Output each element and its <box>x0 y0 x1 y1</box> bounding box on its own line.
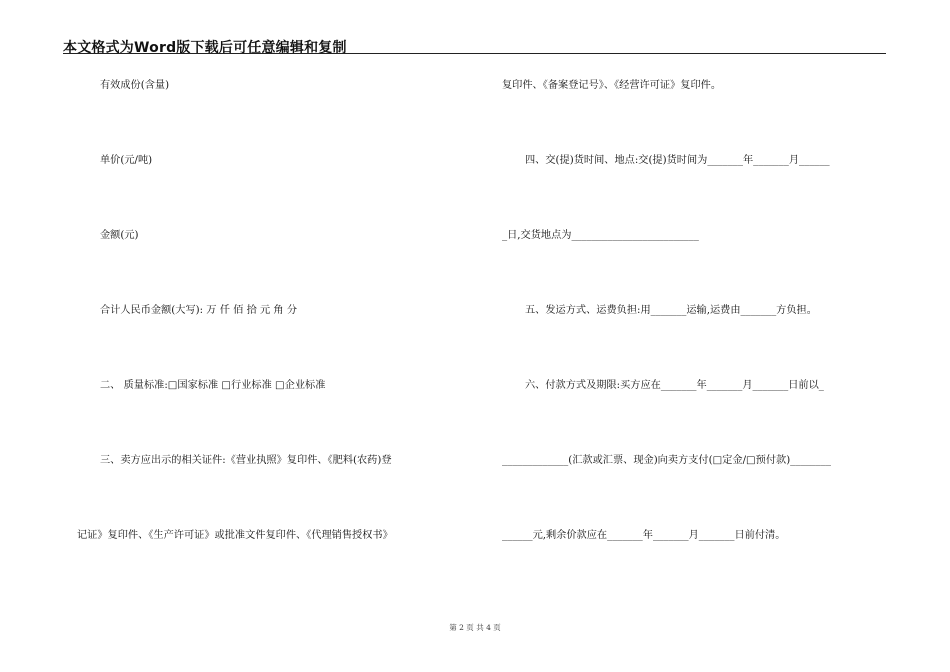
effective-component-label: 有效成份(含量) <box>100 80 170 91</box>
copies-continuation: 复印件、《备案登记号》、《经营许可证》复印件。 <box>502 80 722 91</box>
page-header-title: 本文格式为Word版下载后可任意编辑和复制 <box>63 40 347 56</box>
total-rmb-label: 合计人民币金额(大写): 万 仟 佰 拾 元 角 分 <box>100 305 298 316</box>
unit-price-label: 单价(元/吨) <box>100 155 153 166</box>
page-number-footer: 第 2 页 共 4 页 <box>449 623 501 632</box>
payment-clause-line1: 六、付款方式及期限:买方应在_______年_______月_______日前以_ <box>525 380 824 391</box>
header-divider <box>63 53 886 54</box>
seller-documents-clause-line2: 记证》复印件、《生产许可证》或批准文件复印件、《代理销售授权书》 <box>77 530 393 541</box>
quality-standard-clause: 二、 质量标准:□国家标准 □行业标准 □企业标准 <box>100 380 326 391</box>
payment-clause-line2: _____________(汇款或汇票、现金)向卖方支付(□定金/□预付款)________ <box>502 455 831 466</box>
seller-documents-clause-line1: 三、卖方应出示的相关证件:《营业执照》复印件、《肥料(农药)登 <box>100 455 392 466</box>
payment-clause-line3: ______元,剩余价款应在_______年_______月_______日前付清。 <box>502 530 786 541</box>
delivery-time-clause-line2: _日,交货地点为_________________________ <box>502 230 699 241</box>
delivery-time-clause-line1: 四、交(提)货时间、地点:交(提)货时间为_______年_______月______ <box>525 155 830 166</box>
amount-label: 金额(元) <box>100 230 139 241</box>
shipping-clause: 五、发运方式、运费负担:用_______运输,运费由_______方负担。 <box>525 305 817 316</box>
